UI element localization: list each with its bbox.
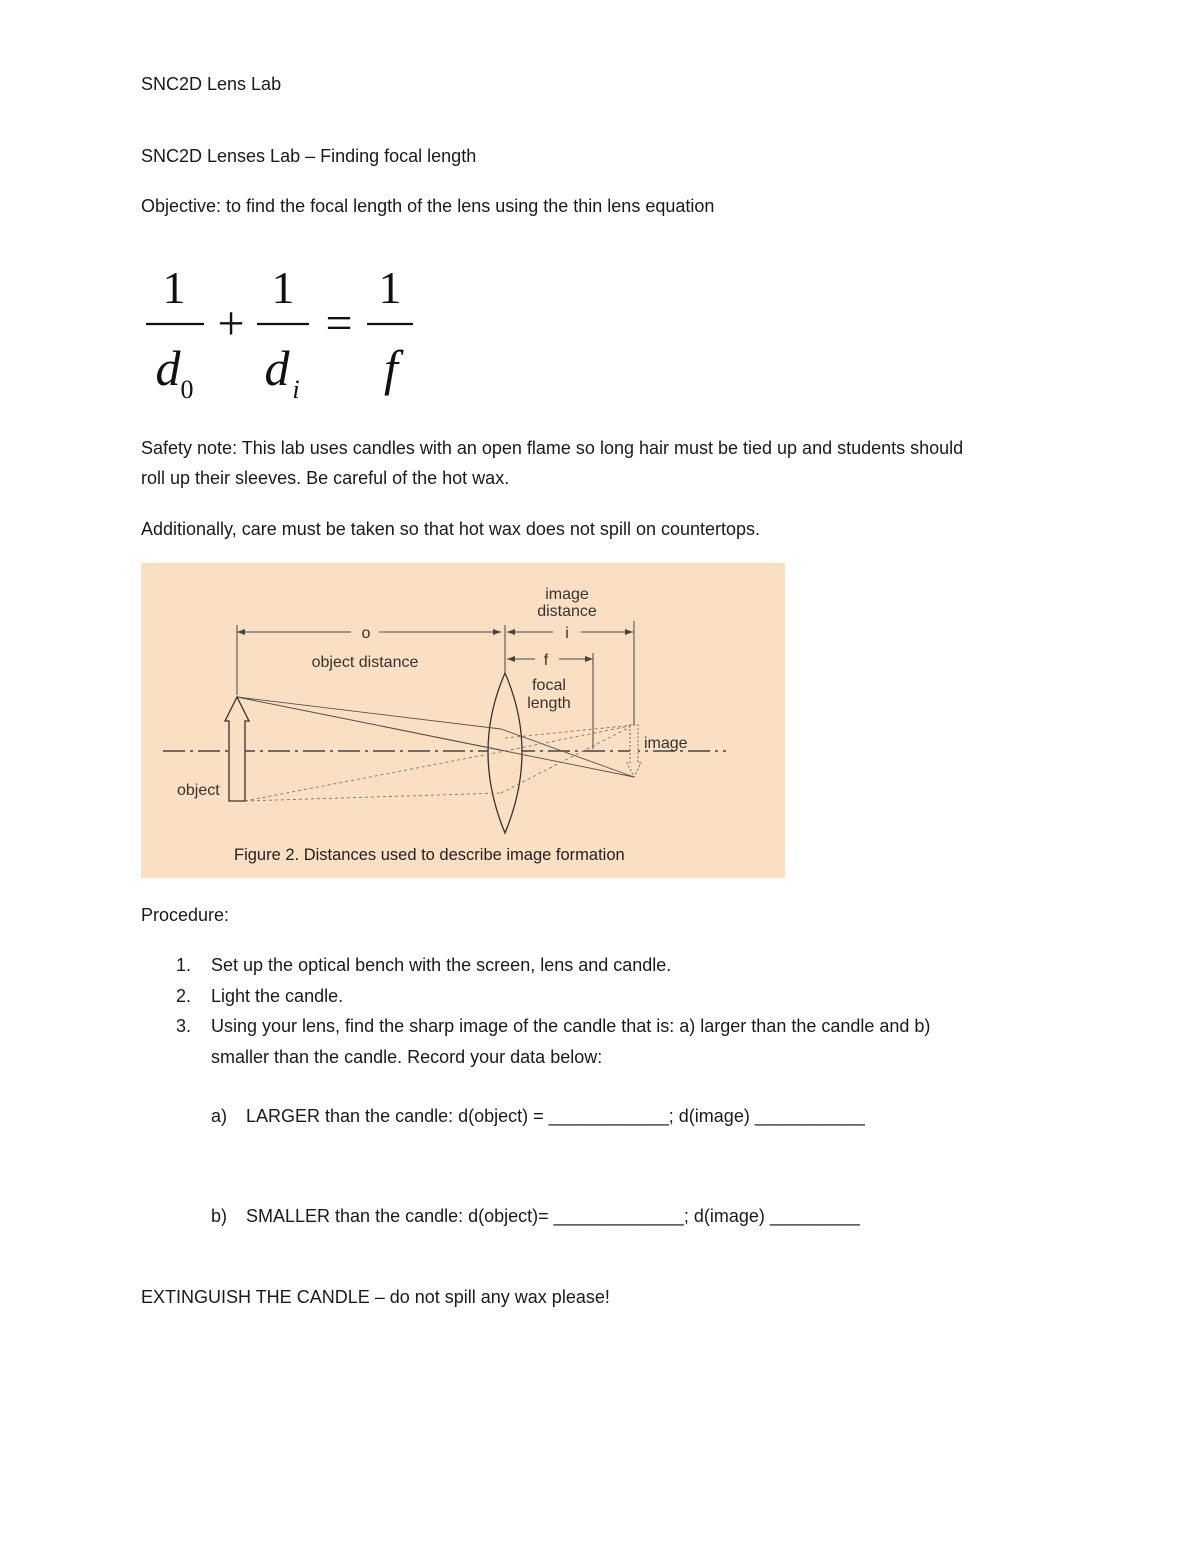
d-image: d: [264, 340, 290, 396]
equals-sign: =: [325, 297, 353, 350]
figure-caption: Figure 2. Distances used to describe image formation: [234, 846, 625, 864]
numerator-3: 1: [378, 262, 402, 313]
object-distance-label: object distance: [311, 654, 419, 671]
i-symbol: i: [565, 625, 569, 642]
page-header: SNC2D Lens Lab: [141, 74, 282, 94]
larger-data-entry: LARGER than the candle: d(object) = ____________; d(image) ___________: [246, 1106, 865, 1126]
f-label: f: [543, 652, 549, 669]
lens-diagram: [141, 563, 785, 878]
f-symbol: f: [384, 340, 398, 396]
object-label: object: [177, 782, 220, 799]
safety-note-line1: Safety note: This lab uses candles with an open flame so long hair must be tied up and students should: [141, 438, 964, 458]
thin-lens-equation: [141, 255, 431, 405]
numerator-1: 1: [162, 262, 186, 313]
d-object: d: [155, 340, 181, 396]
subscript-image: i: [292, 375, 300, 404]
sub-item-label: b): [211, 1206, 228, 1226]
smaller-data-entry: SMALLER than the candle: d(object)= _____________; d(image) _________: [246, 1206, 860, 1226]
step-text-continued: smaller than the candle. Record your data below:: [211, 1047, 603, 1067]
object-arrow: [225, 697, 249, 801]
step-number: 1.: [176, 955, 192, 975]
sub-item-label: a): [211, 1106, 228, 1126]
step-text: Light the candle.: [211, 986, 344, 1006]
step-text: Set up the optical bench with the screen, lens and candle.: [211, 955, 672, 975]
procedure-heading: Procedure:: [141, 905, 230, 925]
step-number: 2.: [176, 986, 192, 1006]
additional-note: Additionally, care must be taken so that hot wax does not spill on countertops.: [141, 519, 761, 539]
focal-length-label-1: focal: [532, 677, 566, 694]
focal-length-label-2: length: [527, 695, 571, 712]
plus-sign: +: [217, 297, 245, 350]
safety-note-line2: roll up their sleeves. Be careful of the hot wax.: [141, 468, 510, 488]
objective-text: Objective: to find the focal length of the lens using the thin lens equation: [141, 196, 715, 216]
image-distance-label-2: distance: [537, 603, 597, 620]
step-text: Using your lens, find the sharp image of the candle that is: a) larger than the candle and b): [211, 1016, 931, 1036]
step-number: 3.: [176, 1016, 192, 1036]
subscript-object: 0: [180, 375, 194, 404]
image-label: image: [644, 735, 688, 752]
document-title: SNC2D Lenses Lab – Finding focal length: [141, 146, 477, 166]
o-symbol: o: [361, 625, 371, 642]
image-distance-label-1: image: [545, 586, 589, 603]
numerator-2: 1: [271, 262, 295, 313]
final-instruction: EXTINGUISH THE CANDLE – do not spill any wax please!: [141, 1287, 610, 1307]
